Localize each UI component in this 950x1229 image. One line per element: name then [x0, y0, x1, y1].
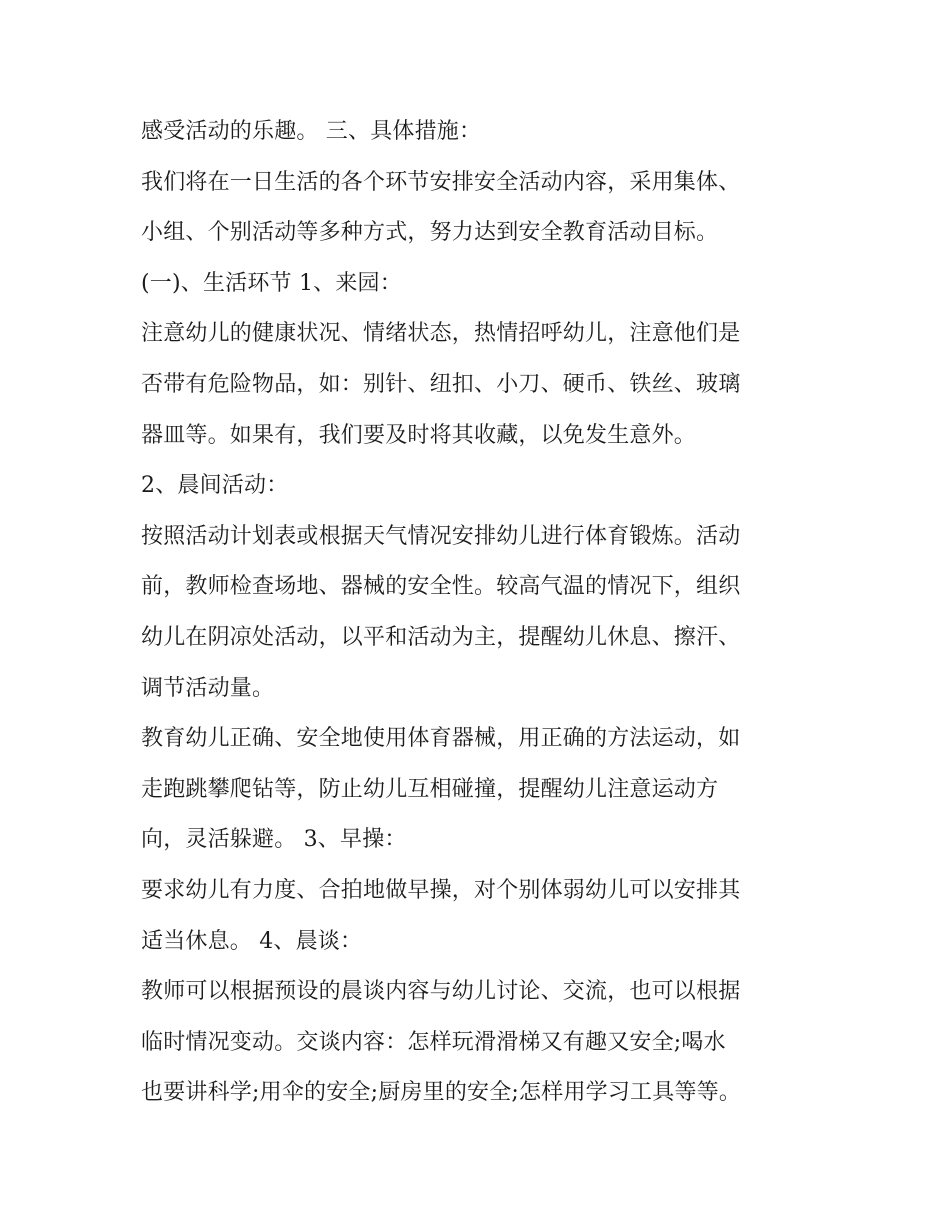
- section-heading-line: (一)、生活环节 1、来园：: [141, 270, 402, 296]
- text-line: 教育幼儿正确、安全地使用体育器械，用正确的方法运动，如: [141, 726, 741, 752]
- text-line: 要求幼儿有力度、合拍地做早操，对个别体弱幼儿可以安排其: [141, 877, 741, 903]
- text-line: 小组、个别活动等多种方式，努力达到安全教育活动目标。: [141, 220, 719, 246]
- text-line: 调节活动量。: [141, 675, 275, 701]
- text-line: 前，教师检查场地、器械的安全性。较高气温的情况下，组织: [141, 574, 741, 600]
- text-line: 按照活动计划表或根据天气情况安排幼儿进行体育锻炼。活动: [141, 523, 741, 549]
- text-line: 向，灵活躲避。 3、早操：: [141, 827, 407, 853]
- text-line: 感受活动的乐趣。 三、具体措施：: [141, 119, 482, 144]
- text-line: 器皿等。如果有，我们要及时将其收藏，以免发生意外。: [141, 422, 697, 448]
- text-line: 否带有危险物品，如：别针、纽扣、小刀、硬币、铁丝、玻璃: [141, 371, 741, 397]
- text-line: 教师可以根据预设的晨谈内容与幼儿讨论、交流，也可以根据: [141, 979, 741, 1005]
- text-line: 适当休息。 4、晨谈：: [141, 928, 363, 954]
- text-line: 我们将在一日生活的各个环节安排安全活动内容，采用集体、: [141, 169, 741, 195]
- section-heading-line: 2、晨间活动：: [141, 473, 289, 499]
- document-body: [141, 107, 821, 1119]
- text-line: 走跑跳攀爬钻等，防止幼儿互相碰撞，提醒幼儿注意运动方: [141, 776, 719, 802]
- text-line: 临时情况变动。交谈内容：怎样玩滑滑梯又有趣又安全;喝水: [141, 1029, 726, 1055]
- text-line: 注意幼儿的健康状况、情绪状态，热情招呼幼儿，注意他们是: [141, 321, 741, 347]
- text-line: 也要讲科学;用伞的安全;厨房里的安全;怎样用学习工具等等。: [141, 1080, 742, 1106]
- text-line: 幼儿在阴凉处活动，以平和活动为主，提醒幼儿休息、擦汗、: [141, 624, 741, 650]
